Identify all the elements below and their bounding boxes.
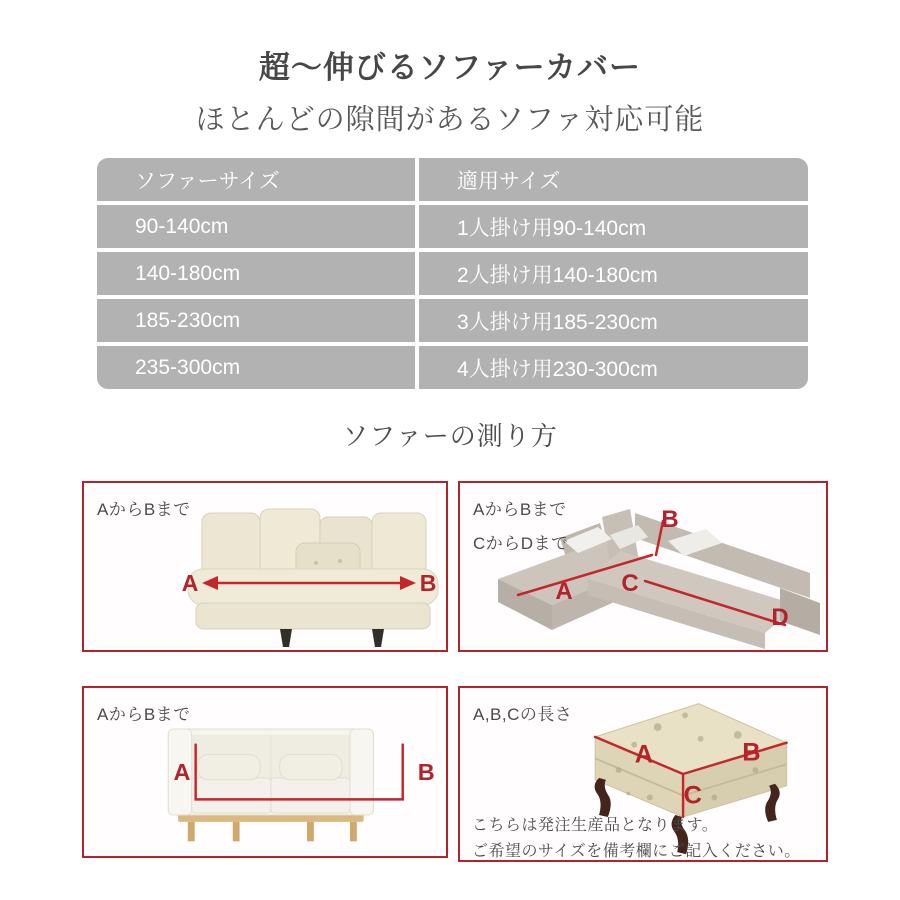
- measure-marker-a: A: [634, 740, 654, 769]
- measure-marker-a: A: [181, 570, 199, 596]
- measure-instruction-label: AからBまで: [97, 705, 191, 724]
- table-cell-sofa-size: 185-230cm: [97, 299, 415, 342]
- table-cell-applicable-size: 4人掛け用230-300cm: [419, 346, 808, 389]
- page-title: 超〜伸びるソファーカバー: [258, 50, 642, 85]
- measure-box-ottoman: [458, 686, 828, 862]
- measure-marker-b: B: [742, 738, 761, 767]
- size-table-header-row: [97, 158, 808, 201]
- production-note-line1: こちらは発注生産品となります。: [472, 817, 719, 834]
- measure-box-straight-sofa: [82, 481, 448, 652]
- production-note-line2: ご希望のサイズを備考欄にご記入ください。: [472, 843, 801, 860]
- table-row: [97, 252, 808, 295]
- measure-instruction-label-1: AからBまで: [473, 500, 567, 519]
- measure-box-corner-sofa: [458, 481, 828, 652]
- table-cell-applicable-size: 2人掛け用140-180cm: [419, 252, 808, 295]
- sofa-legs: [280, 629, 384, 647]
- wood-base-and-legs: [178, 813, 364, 841]
- measure-marker-b: B: [419, 570, 437, 596]
- section-title: ソファーの測り方: [342, 421, 558, 451]
- table-cell-applicable-size: 3人掛け用185-230cm: [419, 299, 808, 342]
- table-cell-sofa-size: 140-180cm: [97, 252, 415, 295]
- table-header-applicable-size: 適用サイズ: [419, 158, 808, 201]
- table-cell-sofa-size: 235-300cm: [97, 346, 415, 389]
- measure-marker-a: A: [173, 758, 191, 785]
- measure-marker-a: A: [555, 578, 573, 605]
- page-subtitle: ほとんどの隙間があるソファ対応可能: [195, 104, 705, 136]
- measure-instruction-label-2: CからDまで: [473, 534, 569, 553]
- measure-instruction-label: AからBまで: [97, 500, 191, 519]
- table-row: [97, 346, 808, 389]
- table-row: [97, 205, 808, 248]
- measure-marker-b: B: [661, 506, 679, 533]
- measure-box-highside-sofa: [82, 686, 448, 858]
- measure-instruction-label: A,B,Cの長さ: [473, 705, 573, 724]
- measure-marker-b: B: [417, 758, 435, 785]
- table-header-sofa-size: ソファーサイズ: [97, 158, 415, 201]
- table-cell-sofa-size: 90-140cm: [97, 205, 415, 248]
- measure-marker-d: D: [771, 604, 789, 631]
- table-row: [97, 299, 808, 342]
- measure-marker-c: C: [621, 570, 639, 597]
- size-table: [97, 158, 808, 389]
- measure-marker-c: C: [683, 781, 703, 810]
- table-cell-applicable-size: 1人掛け用90-140cm: [419, 205, 808, 248]
